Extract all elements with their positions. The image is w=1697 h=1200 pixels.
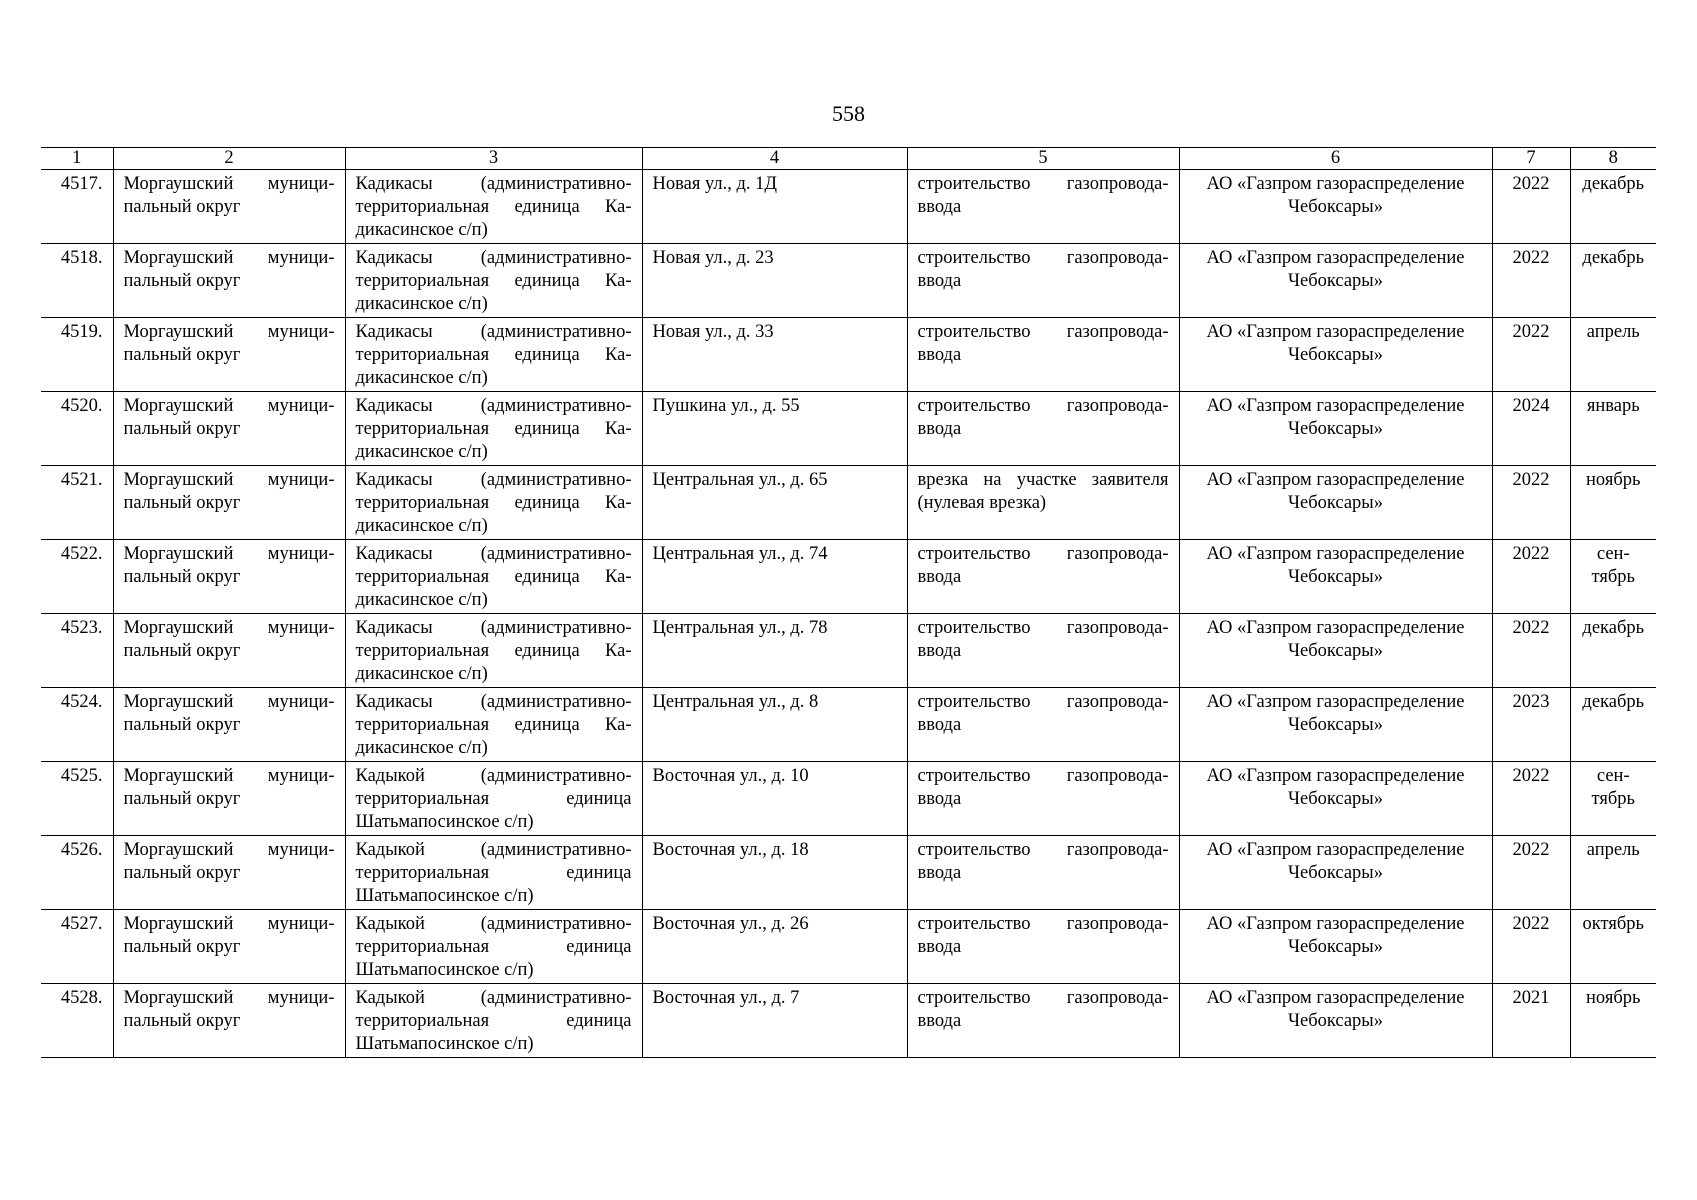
locality-cell: Кадыкой (административно-территориальная единица Шатьмапосинское с/п) bbox=[345, 836, 642, 910]
table-row bbox=[41, 466, 1656, 540]
table-row bbox=[41, 688, 1656, 762]
month-cell: декабрь bbox=[1570, 688, 1656, 762]
month-cell: январь bbox=[1570, 392, 1656, 466]
locality-cell: Кадикасы (административно-территориальная единица Ка-дикасинское с/п) bbox=[345, 170, 642, 244]
work-type-cell: строительство газопровода-ввода bbox=[907, 318, 1179, 392]
address-cell: Новая ул., д. 1Д bbox=[642, 170, 907, 244]
row-number: 4523. bbox=[41, 614, 113, 688]
year-cell: 2022 bbox=[1492, 614, 1570, 688]
district-cell: Моргаушский муници-пальный округ bbox=[113, 244, 345, 318]
table-row bbox=[41, 836, 1656, 910]
row-number: 4521. bbox=[41, 466, 113, 540]
table-row bbox=[41, 244, 1656, 318]
table-row bbox=[41, 984, 1656, 1058]
row-number: 4517. bbox=[41, 170, 113, 244]
month-cell: апрель bbox=[1570, 318, 1656, 392]
locality-cell: Кадыкой (административно-территориальная единица Шатьмапосинское с/п) bbox=[345, 910, 642, 984]
header-row bbox=[41, 148, 1656, 170]
locality-cell: Кадикасы (административно-территориальная единица Ка-дикасинское с/п) bbox=[345, 688, 642, 762]
year-cell: 2022 bbox=[1492, 540, 1570, 614]
work-type-cell: строительство газопровода-ввода bbox=[907, 614, 1179, 688]
work-type-cell: строительство газопровода-ввода bbox=[907, 392, 1179, 466]
work-type-cell: строительство газопровода-ввода bbox=[907, 836, 1179, 910]
column-header: 8 bbox=[1570, 148, 1656, 170]
address-cell: Центральная ул., д. 74 bbox=[642, 540, 907, 614]
organization-cell: АО «Газпром газораспределение Чебоксары» bbox=[1179, 392, 1492, 466]
address-cell: Центральная ул., д. 8 bbox=[642, 688, 907, 762]
month-cell: сен-тябрь bbox=[1570, 762, 1656, 836]
district-cell: Моргаушский муници-пальный округ bbox=[113, 836, 345, 910]
address-cell: Восточная ул., д. 26 bbox=[642, 910, 907, 984]
year-cell: 2022 bbox=[1492, 170, 1570, 244]
row-number: 4524. bbox=[41, 688, 113, 762]
work-type-cell: строительство газопровода-ввода bbox=[907, 762, 1179, 836]
work-type-cell: строительство газопровода-ввода bbox=[907, 170, 1179, 244]
row-number: 4526. bbox=[41, 836, 113, 910]
district-cell: Моргаушский муници-пальный округ bbox=[113, 688, 345, 762]
table-row bbox=[41, 540, 1656, 614]
year-cell: 2022 bbox=[1492, 836, 1570, 910]
year-cell: 2024 bbox=[1492, 392, 1570, 466]
address-cell: Восточная ул., д. 7 bbox=[642, 984, 907, 1058]
district-cell: Моргаушский муници-пальный округ bbox=[113, 614, 345, 688]
table-row bbox=[41, 392, 1656, 466]
locality-cell: Кадыкой (административно-территориальная единица Шатьмапосинское с/п) bbox=[345, 762, 642, 836]
work-type-cell: врезка на участке заявителя (нулевая врезка) bbox=[907, 466, 1179, 540]
district-cell: Моргаушский муници-пальный округ bbox=[113, 466, 345, 540]
row-number: 4527. bbox=[41, 910, 113, 984]
month-cell: декабрь bbox=[1570, 170, 1656, 244]
district-cell: Моргаушский муници-пальный округ bbox=[113, 318, 345, 392]
organization-cell: АО «Газпром газораспределение Чебоксары» bbox=[1179, 614, 1492, 688]
district-cell: Моргаушский муници-пальный округ bbox=[113, 170, 345, 244]
month-cell: декабрь bbox=[1570, 614, 1656, 688]
organization-cell: АО «Газпром газораспределение Чебоксары» bbox=[1179, 170, 1492, 244]
work-type-cell: строительство газопровода-ввода bbox=[907, 244, 1179, 318]
year-cell: 2022 bbox=[1492, 318, 1570, 392]
table-row bbox=[41, 910, 1656, 984]
address-cell: Восточная ул., д. 18 bbox=[642, 836, 907, 910]
organization-cell: АО «Газпром газораспределение Чебоксары» bbox=[1179, 540, 1492, 614]
address-cell: Центральная ул., д. 78 bbox=[642, 614, 907, 688]
row-number: 4522. bbox=[41, 540, 113, 614]
locality-cell: Кадикасы (административно-территориальная единица Ка-дикасинское с/п) bbox=[345, 614, 642, 688]
address-cell: Восточная ул., д. 10 bbox=[642, 762, 907, 836]
locality-cell: Кадыкой (административно-территориальная единица Шатьмапосинское с/п) bbox=[345, 984, 642, 1058]
year-cell: 2023 bbox=[1492, 688, 1570, 762]
work-type-cell: строительство газопровода-ввода bbox=[907, 540, 1179, 614]
locality-cell: Кадикасы (административно-территориальная единица Ка-дикасинское с/п) bbox=[345, 392, 642, 466]
organization-cell: АО «Газпром газораспределение Чебоксары» bbox=[1179, 762, 1492, 836]
locality-cell: Кадикасы (административно-территориальная единица Ка-дикасинское с/п) bbox=[345, 540, 642, 614]
month-cell: апрель bbox=[1570, 836, 1656, 910]
row-number: 4519. bbox=[41, 318, 113, 392]
work-type-cell: строительство газопровода-ввода bbox=[907, 984, 1179, 1058]
column-header: 5 bbox=[907, 148, 1179, 170]
row-number: 4520. bbox=[41, 392, 113, 466]
organization-cell: АО «Газпром газораспределение Чебоксары» bbox=[1179, 688, 1492, 762]
locality-cell: Кадикасы (административно-территориальная единица Ка-дикасинское с/п) bbox=[345, 244, 642, 318]
year-cell: 2022 bbox=[1492, 910, 1570, 984]
year-cell: 2022 bbox=[1492, 466, 1570, 540]
locality-cell: Кадикасы (административно-территориальная единица Ка-дикасинское с/п) bbox=[345, 466, 642, 540]
table-row bbox=[41, 318, 1656, 392]
month-cell: ноябрь bbox=[1570, 984, 1656, 1058]
year-cell: 2022 bbox=[1492, 244, 1570, 318]
column-header: 1 bbox=[41, 148, 113, 170]
address-cell: Центральная ул., д. 65 bbox=[642, 466, 907, 540]
district-cell: Моргаушский муници-пальный округ bbox=[113, 984, 345, 1058]
month-cell: сен-тябрь bbox=[1570, 540, 1656, 614]
district-cell: Моргаушский муници-пальный округ bbox=[113, 910, 345, 984]
district-cell: Моргаушский муници-пальный округ bbox=[113, 540, 345, 614]
month-cell: октябрь bbox=[1570, 910, 1656, 984]
table-header bbox=[41, 148, 1656, 170]
column-header: 2 bbox=[113, 148, 345, 170]
year-cell: 2021 bbox=[1492, 984, 1570, 1058]
address-cell: Пушкина ул., д. 55 bbox=[642, 392, 907, 466]
gasification-table bbox=[41, 147, 1656, 1058]
organization-cell: АО «Газпром газораспределение Чебоксары» bbox=[1179, 466, 1492, 540]
work-type-cell: строительство газопровода-ввода bbox=[907, 910, 1179, 984]
column-header: 7 bbox=[1492, 148, 1570, 170]
row-number: 4518. bbox=[41, 244, 113, 318]
district-cell: Моргаушский муници-пальный округ bbox=[113, 762, 345, 836]
address-cell: Новая ул., д. 23 bbox=[642, 244, 907, 318]
row-number: 4525. bbox=[41, 762, 113, 836]
locality-cell: Кадикасы (административно-территориальная единица Ка-дикасинское с/п) bbox=[345, 318, 642, 392]
work-type-cell: строительство газопровода-ввода bbox=[907, 688, 1179, 762]
organization-cell: АО «Газпром газораспределение Чебоксары» bbox=[1179, 836, 1492, 910]
district-cell: Моргаушский муници-пальный округ bbox=[113, 392, 345, 466]
page-number: 558 bbox=[832, 101, 865, 126]
table-row bbox=[41, 762, 1656, 836]
column-header: 3 bbox=[345, 148, 642, 170]
year-cell: 2022 bbox=[1492, 762, 1570, 836]
address-cell: Новая ул., д. 33 bbox=[642, 318, 907, 392]
column-header: 4 bbox=[642, 148, 907, 170]
organization-cell: АО «Газпром газораспределение Чебоксары» bbox=[1179, 910, 1492, 984]
month-cell: декабрь bbox=[1570, 244, 1656, 318]
table-row bbox=[41, 614, 1656, 688]
organization-cell: АО «Газпром газораспределение Чебоксары» bbox=[1179, 318, 1492, 392]
organization-cell: АО «Газпром газораспределение Чебоксары» bbox=[1179, 244, 1492, 318]
table-row bbox=[41, 170, 1656, 244]
row-number: 4528. bbox=[41, 984, 113, 1058]
table-body bbox=[41, 170, 1656, 1058]
month-cell: ноябрь bbox=[1570, 466, 1656, 540]
column-header: 6 bbox=[1179, 148, 1492, 170]
organization-cell: АО «Газпром газораспределение Чебоксары» bbox=[1179, 984, 1492, 1058]
